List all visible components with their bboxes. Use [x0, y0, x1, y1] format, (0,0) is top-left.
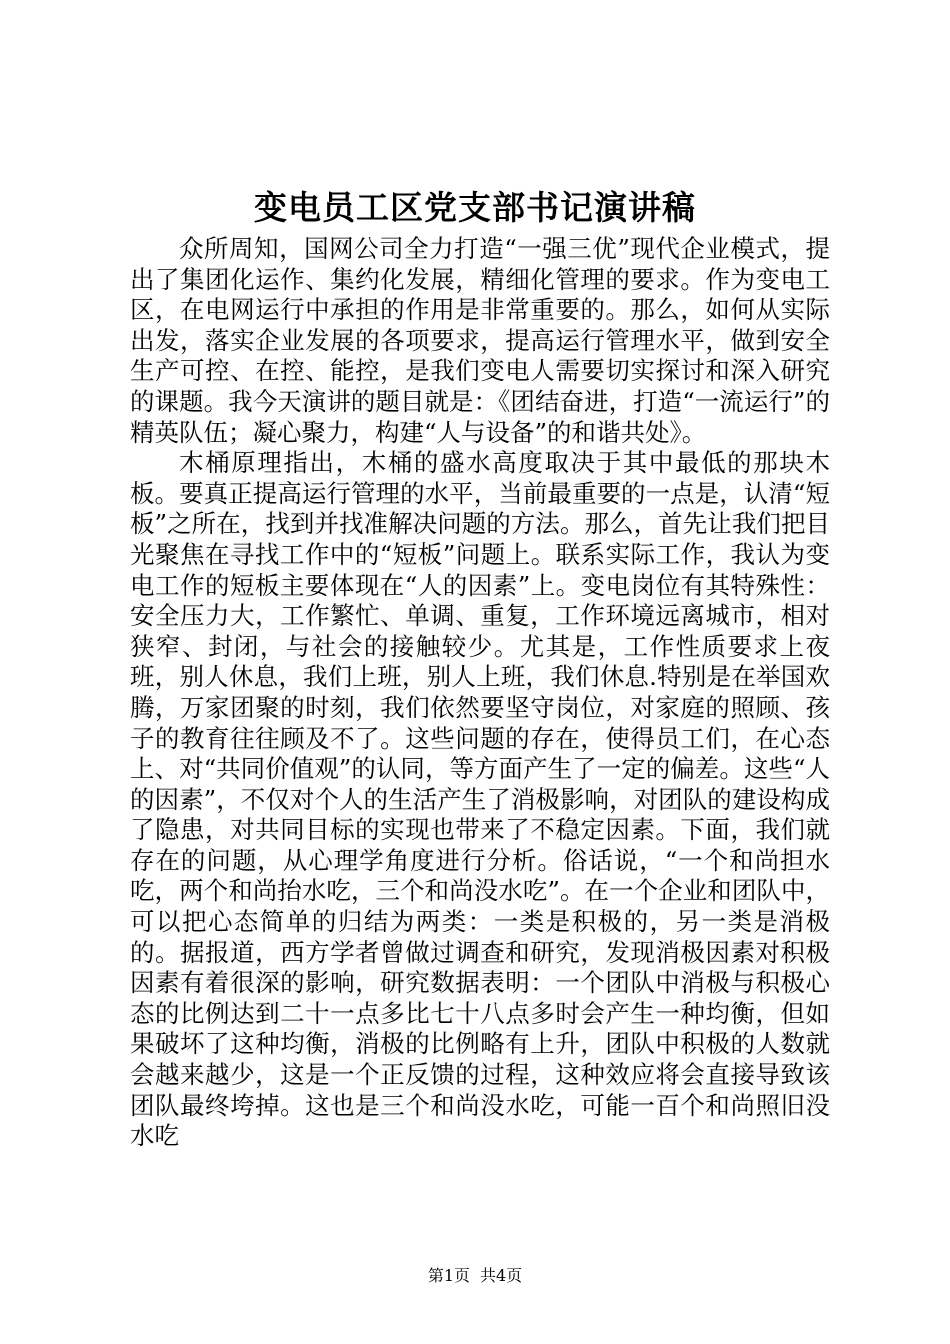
paragraph-1: 众所周知，国网公司全力打造“一强三优”现代企业模式，提出了集团化运作、集约化发展，精细化管理的要求。作为变电工区，在电网运行中承担的作用是非常重要的。那么，如何从实际出发，落实企业发展的各项要求，提高运行管理水平，做到安全生产可控、在控、能控，是我们变电人需要切实探讨和深入研究的课题。我今天演讲的题目就是：《团结奋进，打造“一流运行”的精英队伍；凝心聚力，构建“人与设备”的和谐共处》。: [130, 234, 830, 447]
page-number-current: 第1页: [427, 1266, 470, 1285]
page-number-total: 共4页: [480, 1266, 523, 1285]
document-body: [130, 234, 830, 1152]
document-title: 变电员工区党支部书记演讲稿: [254, 188, 696, 227]
page-footer: [0, 1266, 950, 1286]
paragraph-2: 木桶原理指出，木桶的盛水高度取决于其中最低的那块木板。要真正提高运行管理的水平，当前最重要的一点是，认清“短板”之所在，找到并找准解决问题的方法。那么，首先让我们把目光聚焦在寻找工作中的“短板”问题上。联系实际工作，我认为变电工作的短板主要体现在“人的因素”上。变电岗位有其特殊性：安全压力大，工作繁忙、单调、重复，工作环境远离城市，相对狭窄、封闭，与社会的接触较少。尤其是，工作性质要求上夜班，别人休息，我们上班，别人上班，我们休息.特别是在举国欢腾，万家团聚的时刻，我们依然要坚守岗位，对家庭的照顾、孩子的教育往往顾及不了。这些问题的存在，使得员工们，在心态上、对“共同价值观”的认同，等方面产生了一定的偏差。这些“人的因素”，不仅对个人的生活产生了消极影响，对团队的建设构成了隐患，对共同目标的实现也带来了不稳定因素。下面，我们就存在的问题，从心理学角度进行分析。俗话说，“一个和尚担水吃，两个和尚抬水吃，三个和尚没水吃”。在一个企业和团队中，可以把心态简单的归结为两类：一类是积极的，另一类是消极的。据报道，西方学者曾做过调查和研究，发现消极因素对积极因素有着很深的影响，研究数据表明：一个团队中消极与积极心态的比例达到二十一点多比七十八点多时会产生一种均衡，但如果破坏了这种均衡，消极的比例略有上升，团队中积极的人数就会越来越少，这是一个正反馈的过程，这种效应将会直接导致该团队最终垮掉。这也是三个和尚没水吃，可能一百个和尚照旧没水吃: [130, 448, 830, 1151]
